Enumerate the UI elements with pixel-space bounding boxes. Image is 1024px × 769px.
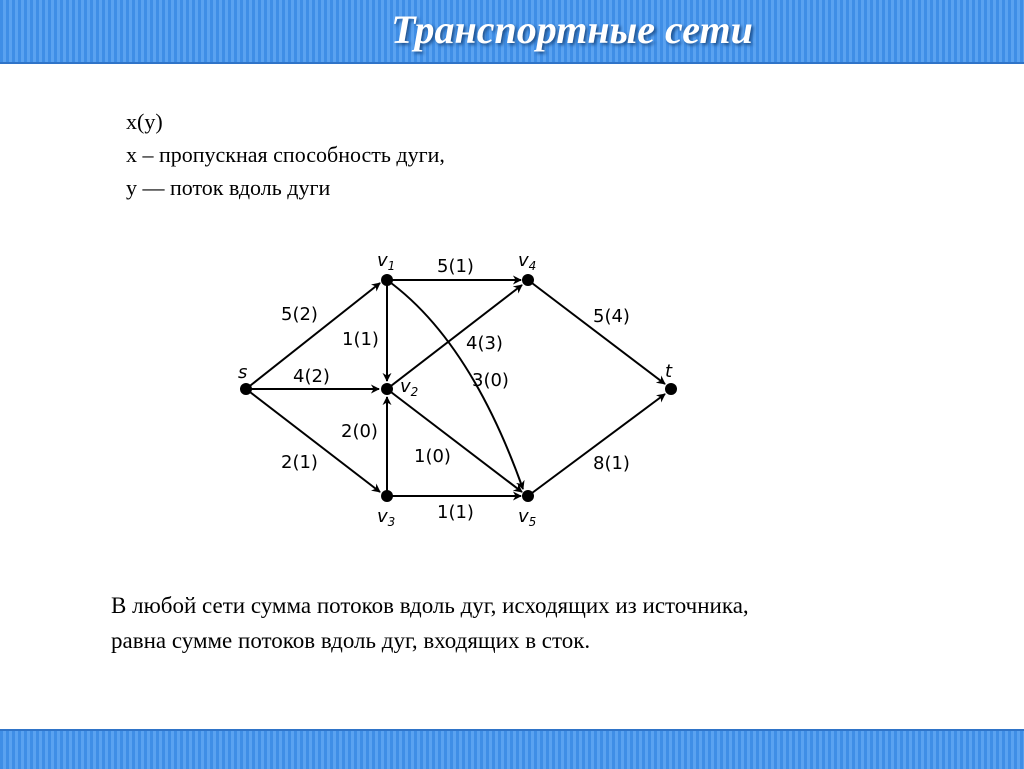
footer-band	[0, 729, 1024, 769]
node-v4	[522, 274, 534, 286]
edge-v5-t	[528, 394, 665, 496]
edge-label-v3-v2: 2(0)	[341, 421, 378, 442]
edge-label-v2-v4: 4(3)	[466, 333, 503, 354]
statement-line-2: равна сумме потоков вдоль дуг, входящих в сток.	[111, 628, 591, 653]
flow-conservation-statement	[111, 588, 749, 658]
edge-label-v1-v4: 5(1)	[437, 256, 474, 277]
node-label-v2: $v_2$	[400, 376, 419, 399]
node-label-s: s	[238, 362, 248, 383]
slide-title: Транспортные сети	[391, 7, 753, 52]
node-t	[665, 383, 677, 395]
edge-label-s-v3: 2(1)	[281, 452, 318, 473]
edge-label-v1-v2: 1(1)	[342, 329, 379, 350]
node-v3	[381, 490, 393, 502]
edge-label-v4-t: 5(4)	[593, 306, 630, 327]
node-v1	[381, 274, 393, 286]
legend-flow: y — поток вдоль дуги	[126, 175, 331, 200]
node-s	[240, 383, 252, 395]
node-label-v1: $v_1$	[377, 250, 396, 273]
legend-notation: x(y)	[126, 109, 163, 134]
edge-label-s-v2: 4(2)	[293, 366, 330, 387]
edge-label-v5-t: 8(1)	[593, 453, 630, 474]
edge-v4-t	[528, 280, 665, 384]
node-v5	[522, 490, 534, 502]
node-label-v5: $v_5$	[518, 506, 537, 529]
edge-label-v1-v5: 3(0)	[472, 370, 509, 391]
edge-label-s-v1: 5(2)	[281, 304, 318, 325]
edge-label-v2-v5: 1(0)	[414, 446, 451, 467]
edge-v2-v5	[387, 389, 522, 492]
node-label-v3: $v_3$	[377, 506, 396, 529]
node-label-v4: $v_4$	[518, 250, 537, 273]
legend-capacity: x – пропускная способность дуги,	[126, 142, 445, 167]
node-label-t: t	[665, 361, 673, 382]
node-v2	[381, 383, 393, 395]
statement-line-1: В любой сети сумма потоков вдоль дуг, исходящих из источника,	[111, 593, 749, 618]
edge-label-v3-v5: 1(1)	[437, 502, 474, 523]
